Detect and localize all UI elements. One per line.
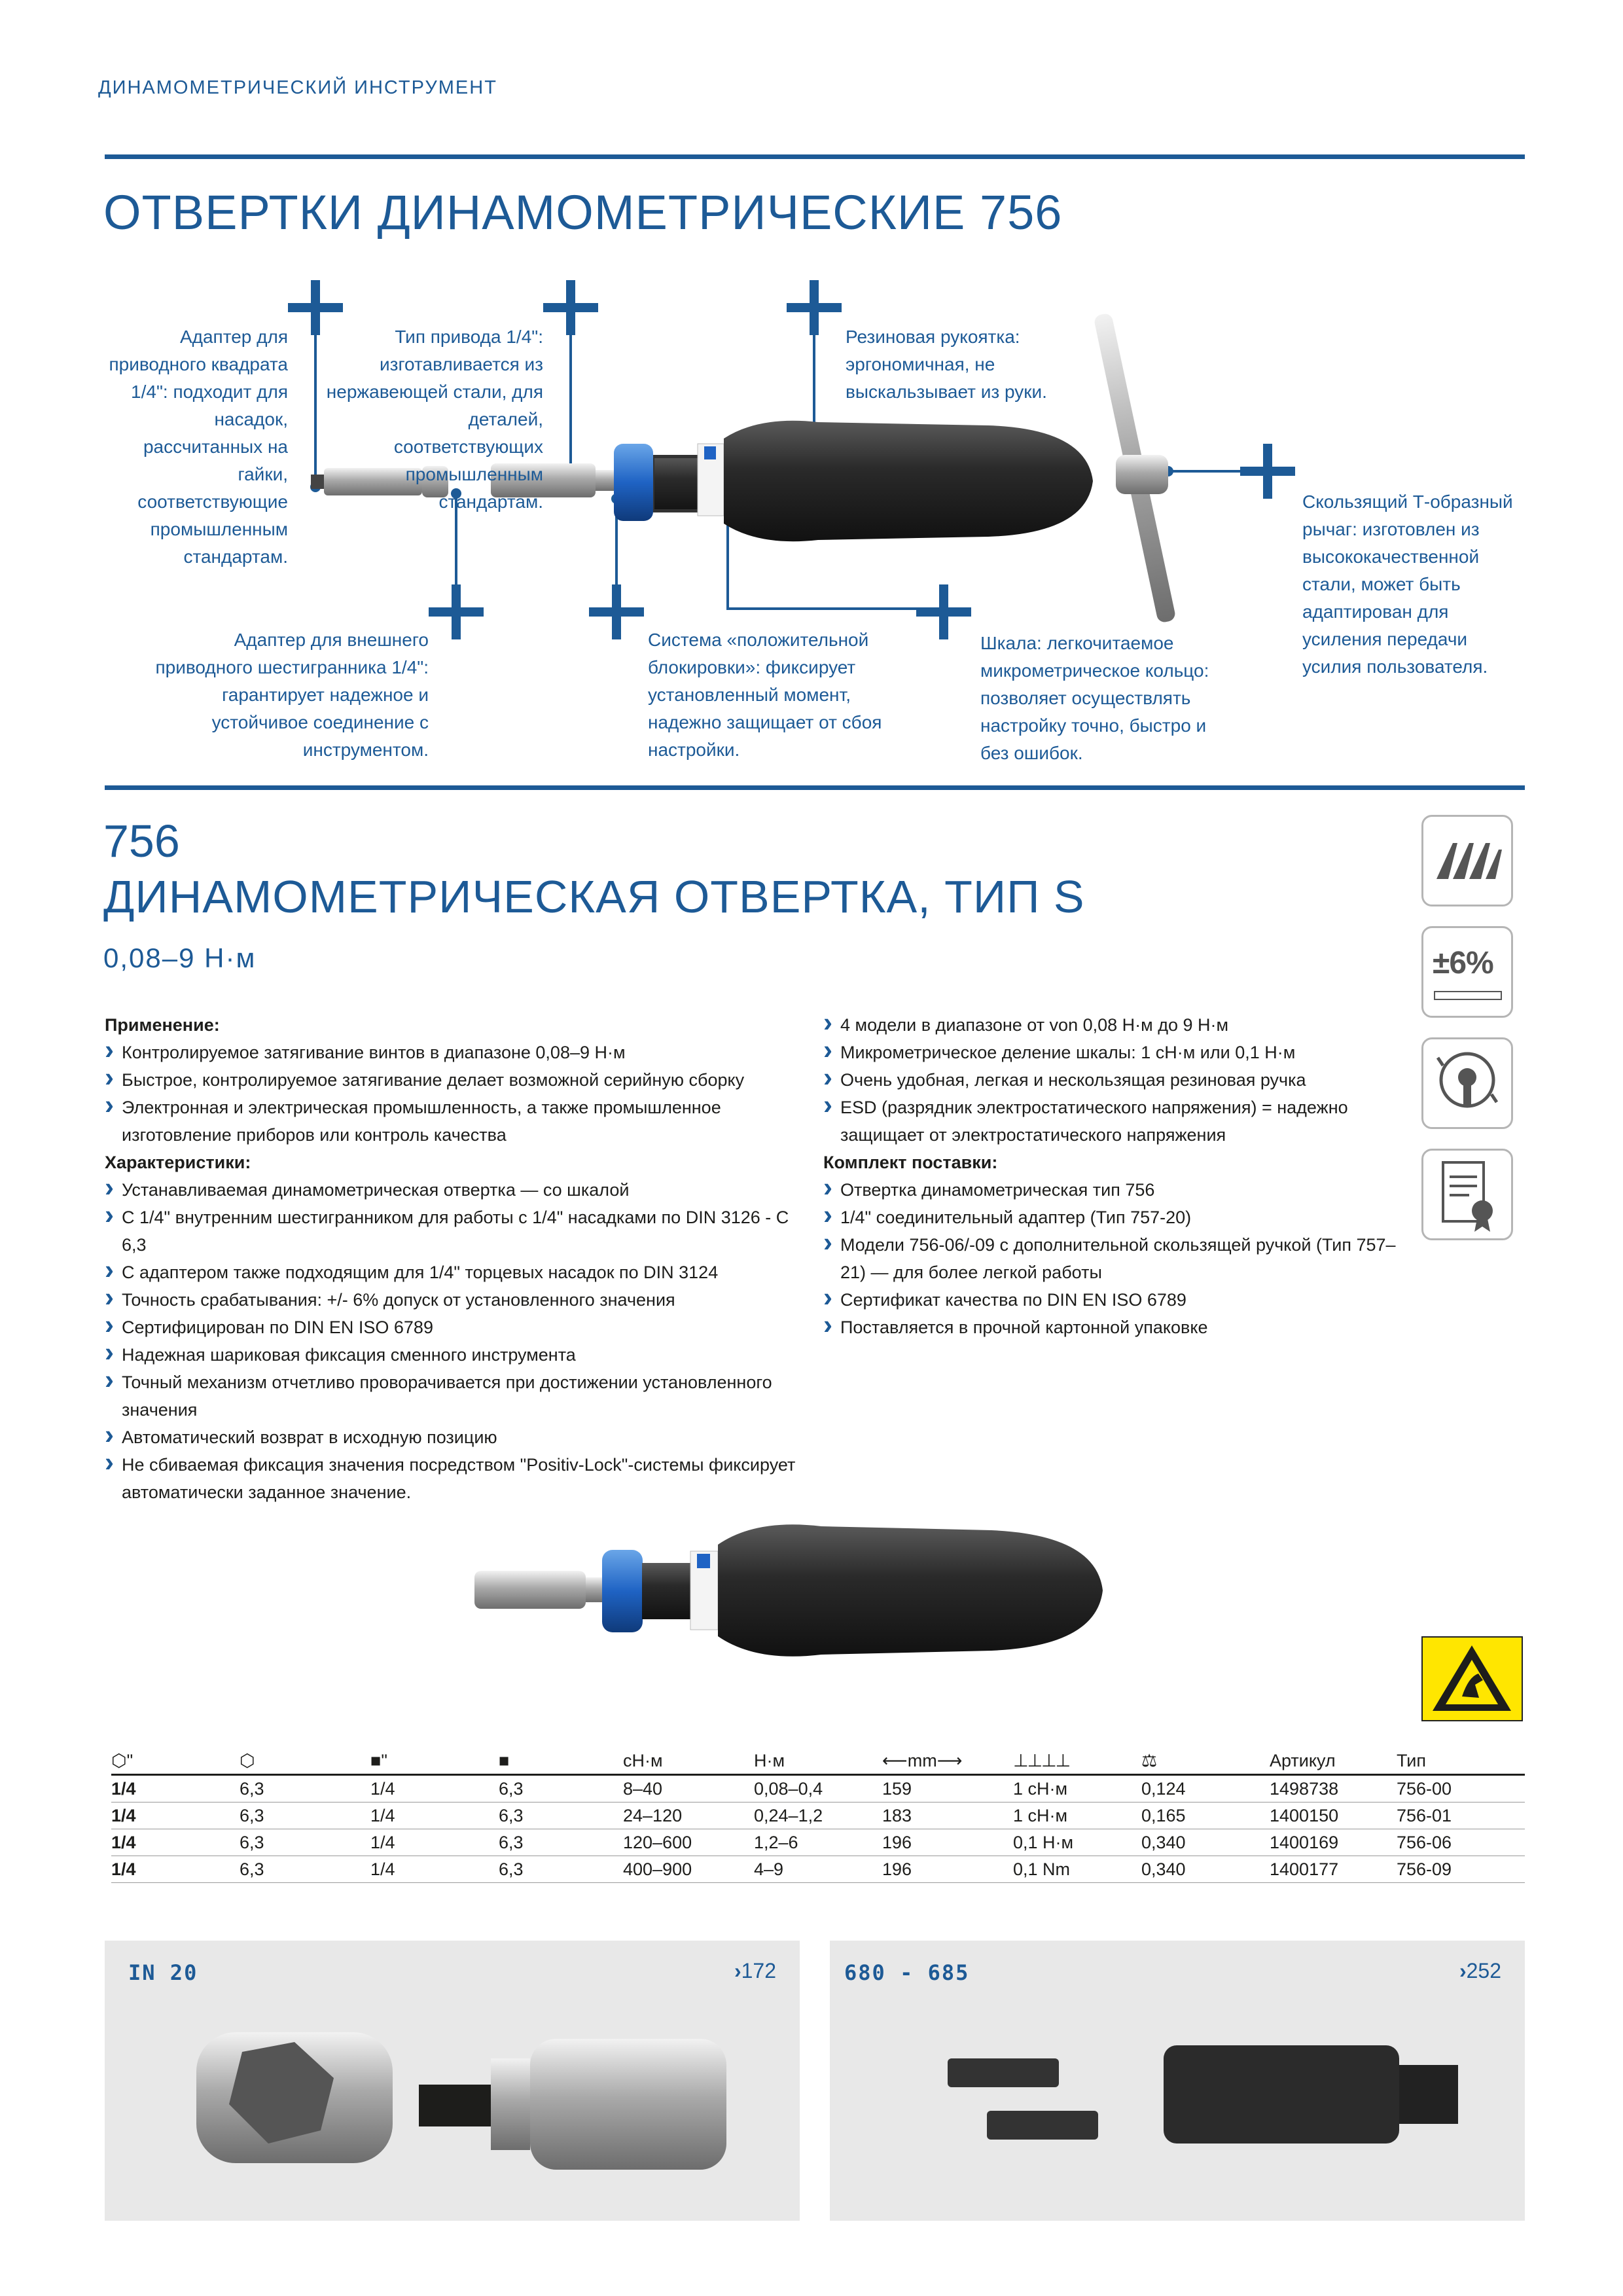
hex-outline-icon: ⬡ <box>111 1750 127 1770</box>
right-feature-column <box>823 1011 1399 1341</box>
col-range-cnm: cН·м <box>623 1748 754 1775</box>
length-arrow-icon: ⟵ <box>882 1750 908 1770</box>
esd-warning-icon <box>1421 1636 1523 1721</box>
section-label: ДИНАМОМЕТРИЧЕСКИЙ ИНСТРУМЕНТ <box>98 77 497 98</box>
list-item: › Сертифицирован по DIN EN ISO 6789 <box>105 1314 798 1341</box>
col-type: Тип <box>1397 1748 1525 1775</box>
top-divider <box>105 154 1525 159</box>
list-item: › 1/4" соединительный адаптер (Тип 757-20) <box>823 1204 1399 1231</box>
table-row: 1/4 6,3 1/4 6,3 120–600 1,2–6 196 0,1 Н·м 0,340 1400169 756-06 <box>111 1829 1525 1856</box>
list-item: › ESD (разрядник электростатического напряжения) = надежно защищает от электростатического напряжения <box>823 1094 1399 1149</box>
list-item: › Точность срабатывания: +/- 6% допуск от установленного значения <box>105 1286 798 1314</box>
col-square-drive-mm <box>499 1748 623 1775</box>
page-link[interactable]: ›252 <box>1459 1959 1501 1982</box>
socket-photo <box>183 2013 759 2196</box>
product-title: ДИНАМОМЕТРИЧЕСКАЯ ОТВЕРТКА, ТИП S <box>103 871 1085 922</box>
callout-hex-adapter: Адаптер для внешнего приводного шестигранника 1/4": гарантирует надежное и устойчивое соединение с инструментом. <box>155 630 429 760</box>
list-item: › Отвертка динамометрическая тип 756 <box>823 1176 1399 1204</box>
product-photo-screwdriver <box>468 1499 1109 1682</box>
list-item: › Микрометрическое деление шкалы: 1 сН·м или 0,1 Н·м <box>823 1039 1399 1066</box>
table-header-row <box>111 1748 1525 1775</box>
list-item: › С 1/4" внутренним шестигранником для работы с 1/4" насадками по DIN 3126 - С 6,3 <box>105 1204 798 1259</box>
bits-photo <box>935 2013 1497 2196</box>
application-heading: Применение: <box>105 1015 220 1035</box>
callout-positive-lock: Система «положительной блокировки»: фиксирует установленный момент, надежно защищает от сбоя настройки. <box>648 630 882 760</box>
list-item: › Устанавливаемая динамометрическая отвертка — со шкалой <box>105 1176 798 1204</box>
ratchet-scale-icon <box>1421 815 1513 906</box>
table-row: 1/4 6,3 1/4 6,3 400–900 4–9 196 0,1 Nm 0,340 1400177 756-09 <box>111 1856 1525 1883</box>
list-item: › Очень удобная, легкая и нескользящая резиновая ручка <box>823 1066 1399 1094</box>
balance-scale-icon: ⚖ <box>1141 1750 1158 1770</box>
left-feature-column <box>105 1011 798 1506</box>
table-row: 1/4 6,3 1/4 6,3 24–120 0,24–1,2 183 1 сН·м 0,165 1400150 756-01 <box>111 1803 1525 1829</box>
list-item: › Электронная и электрическая промышленность, а также промышленное изготовление приборов или контроль качества <box>105 1094 798 1149</box>
list-item: › Не сбиваемая фиксация значения посредством "Positiv-Lock"-системы фиксирует автоматически заданное значение. <box>105 1451 798 1506</box>
accuracy-badge-text: ±6% <box>1433 946 1493 980</box>
col-range-nm: Н·м <box>754 1748 882 1775</box>
list-item: › Быстрое, контролируемое затягивание делает возможной серийную сборку <box>105 1066 798 1094</box>
col-square-drive-inch: ■" <box>370 1748 499 1775</box>
list-item: › Сертификат качества по DIN EN ISO 6789 <box>823 1286 1399 1314</box>
callout-t-handle: Скользящий Т-образный рычаг: изготовлен из высококачественной стали, может быть адаптирован для усиления передачи усилия пользователя. <box>1302 492 1513 677</box>
col-weight <box>1141 1748 1270 1775</box>
square-filled-icon: ■ <box>499 1750 510 1770</box>
col-scale-division <box>1013 1748 1141 1775</box>
page-link[interactable]: ›172 <box>734 1959 776 1982</box>
list-item: › 4 модели в диапазоне от von 0,08 Н·м до 9 Н·м <box>823 1011 1399 1039</box>
page-title: ОТВЕРТКИ ДИНАМОМЕТРИЧЕСКИЕ 756 <box>103 185 1063 240</box>
related-panel-in20[interactable] <box>105 1941 800 2221</box>
chevron-right-icon: › <box>1459 1959 1467 1982</box>
table-row: 1/4 6,3 1/4 6,3 8–40 0,08–0,4 159 1 сН·м 0,124 1498738 756-00 <box>111 1775 1525 1803</box>
list-item: › Модели 756-06/-09 с дополнительной скользящей ручкой (Тип 757–21) — для более легкой работы <box>823 1231 1399 1286</box>
hex-outline-icon: ⬡ <box>240 1750 255 1770</box>
torque-range: 0,08–9 Н·м <box>103 942 257 973</box>
callout-scale: Шкала: легкочитаемое микрометрическое кольцо: позволяет осуществлять настройку точно, быстро и без ошибок. <box>980 633 1209 763</box>
col-article: Артикул <box>1270 1748 1397 1775</box>
features-heading: Характеристики: <box>105 1153 251 1172</box>
col-hex-drive-mm <box>240 1748 370 1775</box>
related-panel-680-685[interactable] <box>830 1941 1525 2221</box>
list-item: › С адаптером также подходящим для 1/4" торцевых насадок по DIN 3124 <box>105 1259 798 1286</box>
list-item: › Автоматический возврат в исходную позицию <box>105 1424 798 1451</box>
col-hex-drive-inch: ⬡" <box>111 1748 240 1775</box>
callout-adapter-drive: Адаптер для приводного квадрата 1/4": подходит для насадок, рассчитанных на гайки, соответствующие промышленным стандартам. <box>109 327 288 567</box>
panel-title: 680 - 685 <box>844 1960 970 1985</box>
torque-adjust-icon <box>1421 1037 1513 1129</box>
certificate-icon <box>1421 1149 1513 1240</box>
list-item: › Точный механизм отчетливо проворачивается при достижении установленного значения <box>105 1369 798 1424</box>
list-item: › Поставляется в прочной картонной упаковке <box>823 1314 1399 1341</box>
panel-title: IN 20 <box>128 1960 198 1985</box>
callout-rubber-grip: Резиновая рукоятка: эргономичная, не выскальзывает из руки. <box>846 327 1047 402</box>
delivery-heading: Комплект поставки: <box>823 1153 998 1172</box>
list-item: › Надежная шариковая фиксация сменного инструмента <box>105 1341 798 1369</box>
section-divider <box>105 785 1525 790</box>
chevron-right-icon: › <box>734 1959 741 1982</box>
list-item: › Контролируемое затягивание винтов в диапазоне 0,08–9 Н·м <box>105 1039 798 1066</box>
specification-table <box>111 1748 1525 1883</box>
scale-ruler-icon: ⊥⊥⊥⊥ <box>1013 1750 1070 1770</box>
square-filled-icon: ■ <box>370 1750 382 1770</box>
callout-drive-type: Тип привода 1/4": изготавливается из нержавеющей стали, для деталей, соответствующих промышленным стандартам. <box>326 327 543 512</box>
product-number: 756 <box>103 816 180 867</box>
col-length: ⟵mm⟶ <box>882 1748 1013 1775</box>
accuracy-badge-icon <box>1421 926 1513 1018</box>
